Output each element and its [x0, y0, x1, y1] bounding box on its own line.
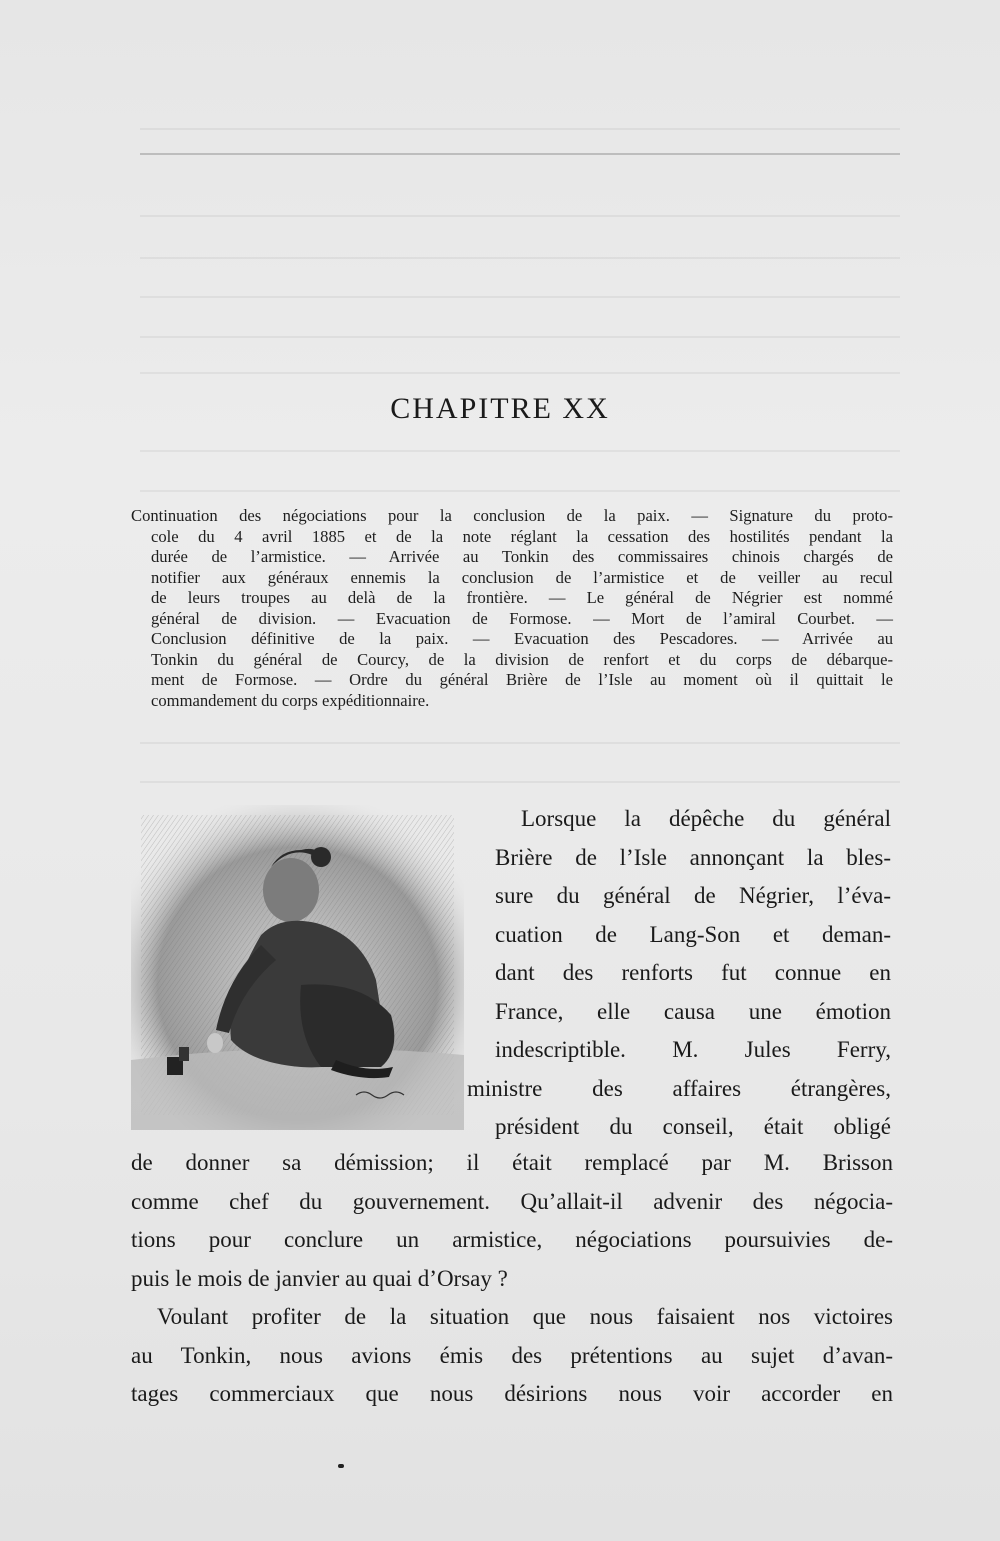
summary-line: notifier aux généraux ennemis la conclusion de l’armistice et de veiller au recul	[151, 567, 893, 587]
text-line: de donner sa démission; il était remplacé par M. Brisson	[131, 1150, 893, 1175]
bleed-through-line	[140, 296, 900, 298]
text-line: Brière de l’Isle annonçant la bles-	[495, 844, 891, 870]
bleed-through-line	[140, 490, 900, 492]
text-line: au Tonkin, nous avions émis des prétentions au sujet d’avan-	[131, 1342, 893, 1368]
wrapped-paragraph	[467, 800, 891, 1147]
chapter-summary	[131, 506, 893, 711]
summary-line: de leurs troupes au delà de la frontière. — Le général de Négrier est nommé	[151, 588, 893, 607]
summary-line: Continuation des négociations pour la conclusion de la paix. — Signature du proto-	[131, 506, 893, 525]
text-line: tages commerciaux que nous désirions nous voir accorder en	[131, 1381, 893, 1406]
summary-line: Conclusion définitive de la paix. — Evacuation des Pescadores. — Arrivée au	[151, 629, 893, 648]
printer-mark	[338, 1464, 344, 1468]
bleed-through-line	[140, 781, 900, 783]
text-line: sure du général de Négrier, l’éva-	[495, 883, 891, 908]
text-line: France, elle causa une émotion	[495, 998, 891, 1024]
summary-line: Tonkin du général de Courcy, de la division de renfort et du corps de débarque-	[151, 649, 893, 669]
text-line: Lorsque la dépêche du général	[521, 806, 891, 831]
chapter-title: CHAPITRE XX	[390, 392, 610, 425]
paragraph-2	[131, 1298, 893, 1414]
text-line: dant des renforts fut connue en	[495, 960, 891, 985]
text-line: puis le mois de janvier au quai d’Orsay ?	[131, 1265, 508, 1291]
summary-line: durée de l’armistice. — Arrivée au Tonkin des commissaires chinois chargés de	[151, 547, 893, 566]
engraving-crouching-figure-icon	[131, 805, 464, 1130]
summary-line: cole du 4 avril 1885 et de la note réglant la cessation des hostilités pendant la	[151, 526, 893, 546]
bleed-through-line	[140, 742, 900, 744]
text-line: comme chef du gouvernement. Qu’allait-il advenir des négocia-	[131, 1188, 893, 1214]
bleed-through-line	[140, 215, 900, 217]
text-line: président du conseil, était obligé	[495, 1114, 891, 1139]
text-line: Voulant profiter de la situation que nous faisaient nos victoires	[157, 1304, 893, 1329]
bleed-through-line	[140, 128, 900, 130]
running-header-rule	[140, 153, 900, 155]
bleed-through-line	[140, 336, 900, 338]
text-line: tions pour conclure un armistice, négociations poursuivies de-	[131, 1227, 893, 1252]
paragraph-continuation	[131, 1144, 893, 1298]
summary-line: général de division. — Evacuation de Formose. — Mort de l’amiral Courbet. —	[151, 608, 893, 628]
bleed-through-line	[140, 450, 900, 452]
summary-line: ment de Formose. — Ordre du général Brière de l’Isle au moment où il quittait le	[151, 670, 893, 689]
text-line: cuation de Lang-Son et deman-	[495, 921, 891, 947]
summary-line: commandement du corps expéditionnaire.	[151, 690, 430, 710]
text-line: ministre des affaires étrangères,	[467, 1075, 891, 1101]
bleed-through-line	[140, 372, 900, 374]
bleed-through-line	[140, 257, 900, 259]
text-line: indescriptible. M. Jules Ferry,	[495, 1037, 891, 1062]
